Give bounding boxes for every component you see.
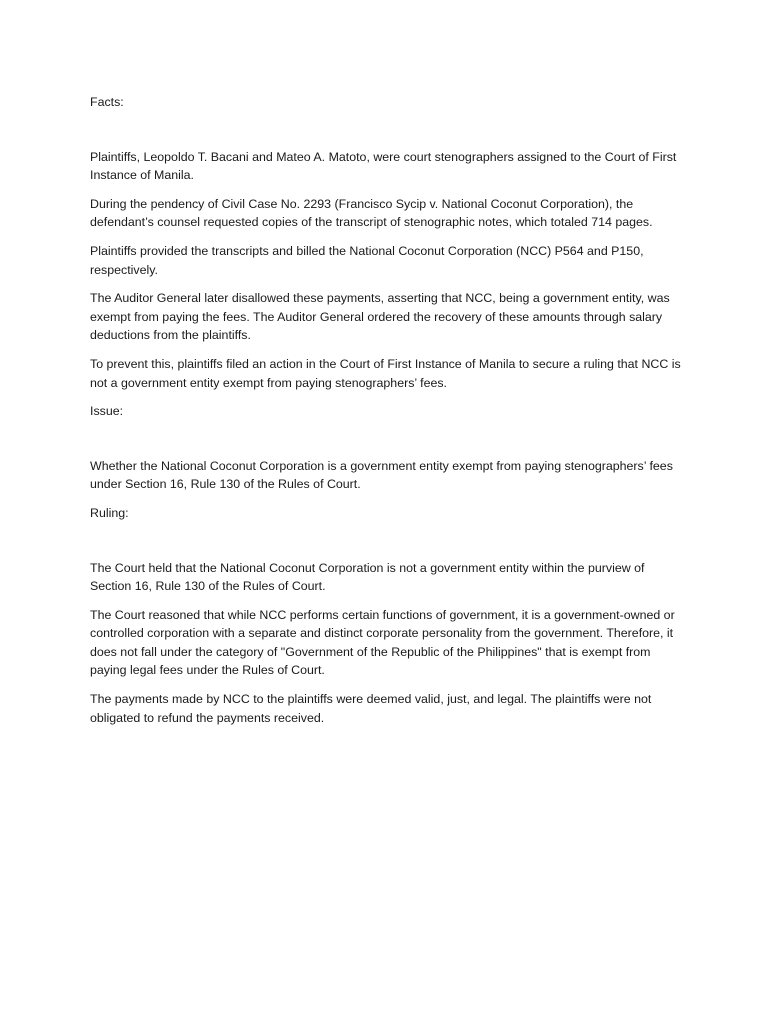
heading-spacer — [90, 112, 682, 148]
ruling-paragraph: The Court reasoned that while NCC performs certain functions of government, it is a government-owned or controlled corporation with a separate and distinct corporate personality from the government. Therefore, it does not fall under the category of "Government of the Republic of the Philippines" that is exempt from paying legal fees under the Rules of Court. — [90, 607, 675, 678]
facts-paragraph: During the pendency of Civil Case No. 2293 (Francisco Sycip v. National Coconut Corporation), the defendant’s counsel requested copies of the transcript of stenographic notes, which totaled 714 pages. — [90, 196, 653, 230]
facts-paragraph: Plaintiffs provided the transcripts and billed the National Coconut Corporation (NCC) P564 and P150, respectively. — [90, 243, 644, 277]
heading-spacer — [90, 421, 682, 457]
issue-paragraph: Whether the National Coconut Corporation is a government entity exempt from paying stenographers’ fees under Section 16, Rule 130 of the Rules of Court. — [90, 458, 673, 492]
facts-paragraph: Plaintiffs, Leopoldo T. Bacani and Mateo A. Matoto, were court stenographers assigned to the Court of First Instance of Manila. — [90, 149, 677, 183]
facts-heading: Facts: — [90, 95, 124, 109]
issue-heading: Issue: — [90, 404, 124, 419]
ruling-heading: Ruling: — [90, 505, 129, 520]
facts-paragraph: The Auditor General later disallowed these payments, asserting that NCC, being a government entity, was exempt from paying the fees. The Auditor General ordered the recovery of these amounts through salary deductions from the plaintiffs. — [90, 291, 670, 343]
facts-paragraph: To prevent this, plaintiffs filed an action in the Court of First Instance of Manila to secure a ruling that NCC is not a government entity exempt from paying stenographers’ fees. — [90, 356, 681, 390]
heading-spacer — [90, 523, 682, 559]
document-body — [90, 93, 682, 737]
ruling-paragraph: The Court held that the National Coconut Corporation is not a government entity within the purview of Section 16, Rule 130 of the Rules of Court. — [90, 560, 645, 594]
ruling-paragraph: The payments made by NCC to the plaintiffs were deemed valid, just, and legal. The plaintiffs were not obligated to refund the payments received. — [90, 692, 652, 725]
